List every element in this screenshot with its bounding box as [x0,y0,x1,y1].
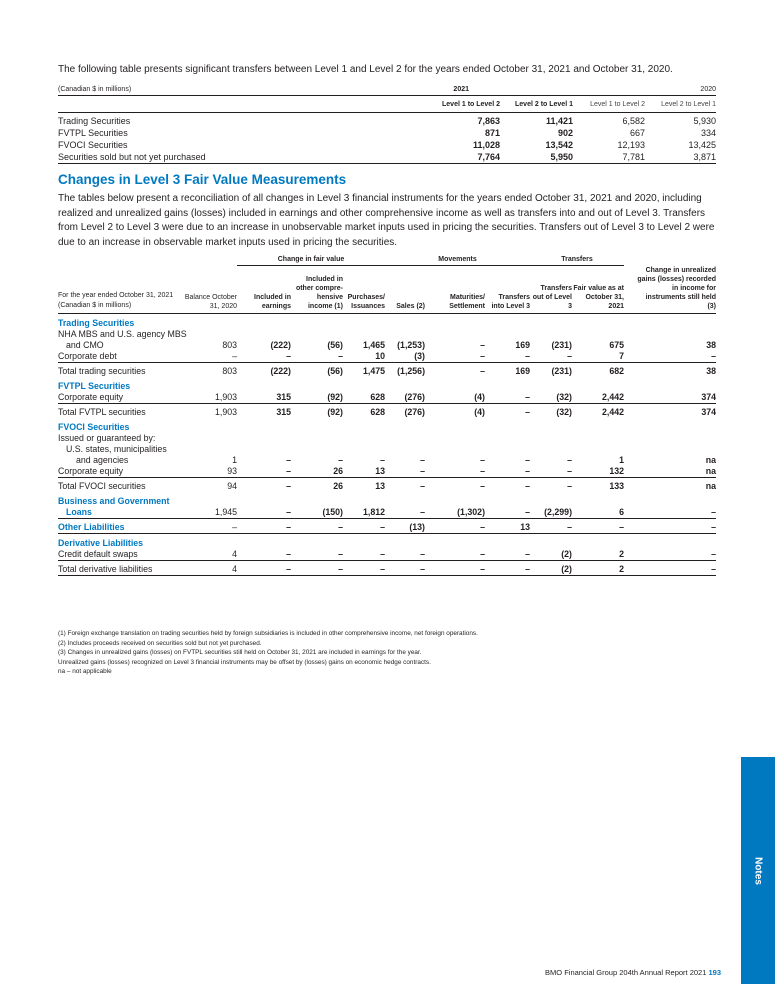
col-l1l2-2021: Level 1 to Level 2 [368,96,500,113]
table-cell: – [291,518,343,533]
table-cell: 1,903 [214,392,237,402]
table-row: Trading Securities 7,863 11,421 6,582 5,930 [58,116,716,126]
notes-tab-label: Notes [752,856,764,885]
section-derivative: Derivative Liabilities [58,538,144,548]
table-cell: – [385,560,425,575]
table-cell: – [425,518,485,533]
table-cell: – [237,477,291,492]
table-cell: (3) [414,351,425,361]
table-cell: (231) [551,340,572,350]
col-transfers-out: Transfers out of Level 3 [530,266,572,314]
table-cell: 682 [572,362,624,377]
table-cell: – [420,455,425,465]
table-cell: 169 [485,362,530,377]
table-cell: (1,253) [397,340,425,350]
col-oci: Included in other compre- hensive income (1) [291,266,343,314]
table-cell: – [480,455,485,465]
table-cell: 628 [370,392,385,402]
level3-reconciliation-table: Change in fair value Movements Transfers For the year ended October 31, 2021 (Canadian $ in millions) Balance October 31, 2020 Included in earnings Included in other compre- hensive income (1) Purchases/ Issuances Sales (2) Maturities/ Settlement Transfers into Level 3 Transfers out of Level 3 Fair value as at October 31, 2021 Change in unrealized gains (losses) recorded in income for instruments still held (3) Trading Securities NHA MBS and U.S. agency MBS and CMO 803 (222) (56) 1,465 (1,253) – 169 (231) 675 38 Corporate debt – – – 10 (3) – – – 7 – Total trading securities 803 (222) (56) 1,475 (1,256) – 169 (231) 682 38 FVTPL Securities Corporate equity 1,903 315 (92) 628 (276) (4) – (32) 2,442 374 Total FVTPL securities 1,903 315 (92) 628 (276) (4) – (32) 2,442 374 FVOCI Securities Issued or guaranteed by: U.S. states, municipalities and agencies 1 – – – – – – – 1 na Corporate equity 93 – 26 13 – – – – 132 na Total FVOCI securities 94 – 26 13 – – – – 133 na Business and Government Loans 1,945 – (150) 1,812 – (1,302) – (2,299) 6 – Other Liabilities – – – – (13) – 13 – – – Derivative Liabilities Credit default swaps 4 – – – – – – (2) 2 – Total derivative liabilities 4 – – – – – – (2) 2 – [58,253,716,576]
table-row: Securities sold but not yet purchased 7,764 5,950 7,781 3,871 [58,152,716,162]
notes-side-tab[interactable] [741,757,775,984]
table-cell: 93 [227,466,237,476]
table-cell: – [183,518,237,533]
table-cell: 133 [572,477,624,492]
footer-text: BMO Financial Group 204th Annual Report 2021 [545,968,707,977]
table-cell: 38 [706,340,716,350]
table-cell: (231) [530,362,572,377]
table-cell: 2,442 [572,403,624,418]
table-cell: – [425,362,485,377]
table-cell: (222) [237,362,291,377]
table-cell: – [286,351,291,361]
table-cell: – [425,560,485,575]
table-cell: (56) [327,340,343,350]
table-cell: – [343,518,385,533]
table-row: Corporate equity 93 – 26 13 – – – – 132 na [58,466,716,476]
table-cell: – [485,477,530,492]
section-paragraph: The tables below present a reconciliation of all changes in Level 3 financial instruments for the years ended October 31, 2021 and 2020, including realized and unrealized gains (losses) included in earnings and other comprehensive income as well as transfers into and out of Level 3. Transfers from Level 2 to Level 3 were due to an increase in unobservable market inputs used in pricing the securities. Transfers out of Level 3 to Level 2 were due to an increase in observable market inputs used in pricing the securities. [58,193,715,248]
table-row: Corporate equity 1,903 315 (92) 628 (276) (4) – (32) 2,442 374 [58,392,716,402]
table-cell: 13 [343,477,385,492]
col-transfers-in: Transfers into Level 3 [485,266,530,314]
level-transfers-table [58,84,716,164]
footnotes [58,629,478,677]
table-cell: – [711,507,716,517]
table-cell: – [525,455,530,465]
section-business-government: Business and Government [58,496,170,506]
table-cell: 2,442 [601,392,624,402]
table-cell: – [711,549,716,559]
table-cell: 1,945 [214,507,237,517]
row-label: Issued or guaranteed by: [58,433,156,443]
table-cell: (276) [385,403,425,418]
table-cell: – [286,466,291,476]
table-cell: (150) [322,507,343,517]
table-cell: 132 [609,466,624,476]
group-change-fv: Change in fair value [237,253,385,266]
year-2021-header: 2021 [368,84,573,96]
table-cell: (32) [556,392,572,402]
recon-header-label: For the year ended October 31, 2021 [58,291,174,299]
table-cell: 6 [619,507,624,517]
table-cell: – [232,351,237,361]
table-cell: 13 [375,466,385,476]
table-cell: – [385,477,425,492]
col-earnings: Included in earnings [237,266,291,314]
table-row: Corporate debt – – – 10 (3) – – – 7 – [58,351,716,361]
table-cell: – [338,549,343,559]
table-cell: (92) [291,403,343,418]
table-cell: 10 [375,351,385,361]
footnote: (2) Includes proceeds received on securities sold but not yet purchased. [58,639,262,647]
table-cell: – [338,351,343,361]
intro-text: The following table presents significant transfers between Level 1 and Level 2 for the years ended October 31, 2021 and October 31, 2020. [58,64,673,75]
col-purchases: Purchases/ Issuances [343,266,385,314]
table-cell: – [480,351,485,361]
table-cell: – [525,466,530,476]
table-row-total: Total trading securities 803 (222) (56) 1,475 (1,256) – 169 (231) 682 38 [58,362,716,377]
table-row: and CMO 803 (222) (56) 1,465 (1,253) – 169 (231) 675 38 [66,340,716,350]
table-cell: (1,302) [457,507,485,517]
table-row-other-liabilities: Other Liabilities – – – – (13) – 13 – – – [58,518,716,533]
page-footer [545,968,721,977]
col-change-unrealized: Change in unrealized gains (losses) recorded in income for instruments still held (3) [624,266,716,314]
table-row: and agencies 1 – – – – – – – 1 na [76,455,716,465]
section-fvoci: FVOCI Securities [58,422,130,432]
table-cell: – [525,351,530,361]
col-balance: Balance October 31, 2020 [183,266,237,314]
table-cell: 1,903 [183,403,237,418]
table-cell: – [624,518,716,533]
table-cell: – [380,455,385,465]
table-cell: 26 [291,477,343,492]
table-cell: (1,256) [385,362,425,377]
table-cell: (92) [327,392,343,402]
section-trading: Trading Securities [58,318,135,328]
table-cell: – [425,477,485,492]
table-cell: 1,465 [362,340,385,350]
table-cell: 38 [624,362,716,377]
table-row-total: Total FVTPL securities 1,903 315 (92) 628 (276) (4) – (32) 2,442 374 [58,403,716,418]
table-cell: – [420,549,425,559]
table-cell: 1 [619,455,624,465]
table-row: FVTPL Securities 871 902 667 334 [58,128,716,138]
section-fvtpl: FVTPL Securities [58,381,131,391]
table-cell: – [480,549,485,559]
footnote: (3) Changes in unrealized gains (losses) on FVTPL securities still held on October 31, 2021 are included in earnings for the year. [58,649,422,656]
table-cell: (13) [385,518,425,533]
table-cell: – [530,518,572,533]
col-l2l1-2020: Level 2 to Level 1 [645,96,716,113]
group-transfers: Transfers [530,253,624,266]
table-row: Credit default swaps 4 – – – – – – (2) 2 – [58,549,716,559]
table-cell: 315 [237,403,291,418]
col-sales: Sales (2) [385,266,425,314]
table-cell: – [380,549,385,559]
table-cell: 315 [276,392,291,402]
table-row: FVOCI Securities 11,028 13,542 12,193 13,425 [58,140,716,150]
table-cell: 7 [619,351,624,361]
table-cell: – [567,466,572,476]
table-cell: – [525,549,530,559]
table-cell: (32) [530,403,572,418]
table-cell: 1,475 [343,362,385,377]
page-number: 193 [708,968,721,977]
table-cell: na [624,477,716,492]
table-cell: 169 [515,340,530,350]
table-cell: – [291,560,343,575]
footnote: (1) Foreign exchange translation on trading securities held by foreign subsidiaries is included in other comprehensive income, net foreign operations. [58,630,478,637]
table-row-total: Total derivative liabilities 4 – – – – – – (2) 2 – [58,560,716,575]
year-2020-header: 2020 [573,84,716,96]
table-cell: 1,812 [362,507,385,517]
table-row-total: Total FVOCI securities 94 – 26 13 – – – – 133 na [58,477,716,492]
table-cell: (4) [425,403,485,418]
table-cell: 803 [183,362,237,377]
footnote: Unrealized gains (losses) recognized on Level 3 financial instruments may be offset by (losses) gains on economic hedge contracts. [58,658,431,666]
table-cell: – [485,560,530,575]
table-cell: – [480,340,485,350]
unit-label: (Canadian $ in millions) [58,84,368,96]
table-cell: (4) [474,392,485,402]
table-cell: (222) [270,340,291,350]
table-cell: 374 [701,392,716,402]
table-cell: 374 [624,403,716,418]
col-l2l1-2021: Level 2 to Level 1 [500,96,573,113]
table-cell: – [237,518,291,533]
row-label: U.S. states, municipalities [66,444,167,454]
table-cell: – [286,507,291,517]
table-cell: – [530,477,572,492]
table-cell: – [286,549,291,559]
table-cell: 628 [343,403,385,418]
table-row: Loans 1,945 – (150) 1,812 – (1,302) – (2,299) 6 – [66,507,716,517]
table-cell: – [624,560,716,575]
table-cell: 94 [183,477,237,492]
table-cell: – [711,351,716,361]
table-cell: – [525,392,530,402]
section-title: Changes in Level 3 Fair Value Measurements [58,172,347,187]
footnote: na – not applicable [58,668,112,675]
table-cell: – [480,466,485,476]
table-cell: – [567,455,572,465]
table-cell: (276) [404,392,425,402]
table-cell: 675 [609,340,624,350]
table-cell: 4 [183,560,237,575]
table-cell: – [420,466,425,476]
table-cell: 26 [333,466,343,476]
table-cell: (56) [291,362,343,377]
table-cell: 2 [572,560,624,575]
table-cell: – [485,403,530,418]
table-cell: 2 [619,549,624,559]
row-label: NHA MBS and U.S. agency MBS [58,329,187,339]
col-maturities: Maturities/ Settlement [425,266,485,314]
table-cell: – [572,518,624,533]
table-cell: – [338,455,343,465]
table-cell: – [420,507,425,517]
table-cell: na [705,455,716,465]
table-cell: (2,299) [544,507,572,517]
table-cell: (2) [530,560,572,575]
col-l1l2-2020: Level 1 to Level 2 [573,96,645,113]
col-fair-value: Fair value as at October 31, 2021 [572,266,624,314]
table-cell: 803 [222,340,237,350]
table-cell: – [343,560,385,575]
group-movements: Movements [385,253,530,266]
table-cell: 1 [232,455,237,465]
table-cell: 4 [232,549,237,559]
table-cell: 13 [485,518,530,533]
table-cell: na [705,466,716,476]
table-cell: – [525,507,530,517]
table-cell: – [237,560,291,575]
table-cell: – [567,351,572,361]
table-cell: – [286,455,291,465]
table-cell: (2) [561,549,572,559]
